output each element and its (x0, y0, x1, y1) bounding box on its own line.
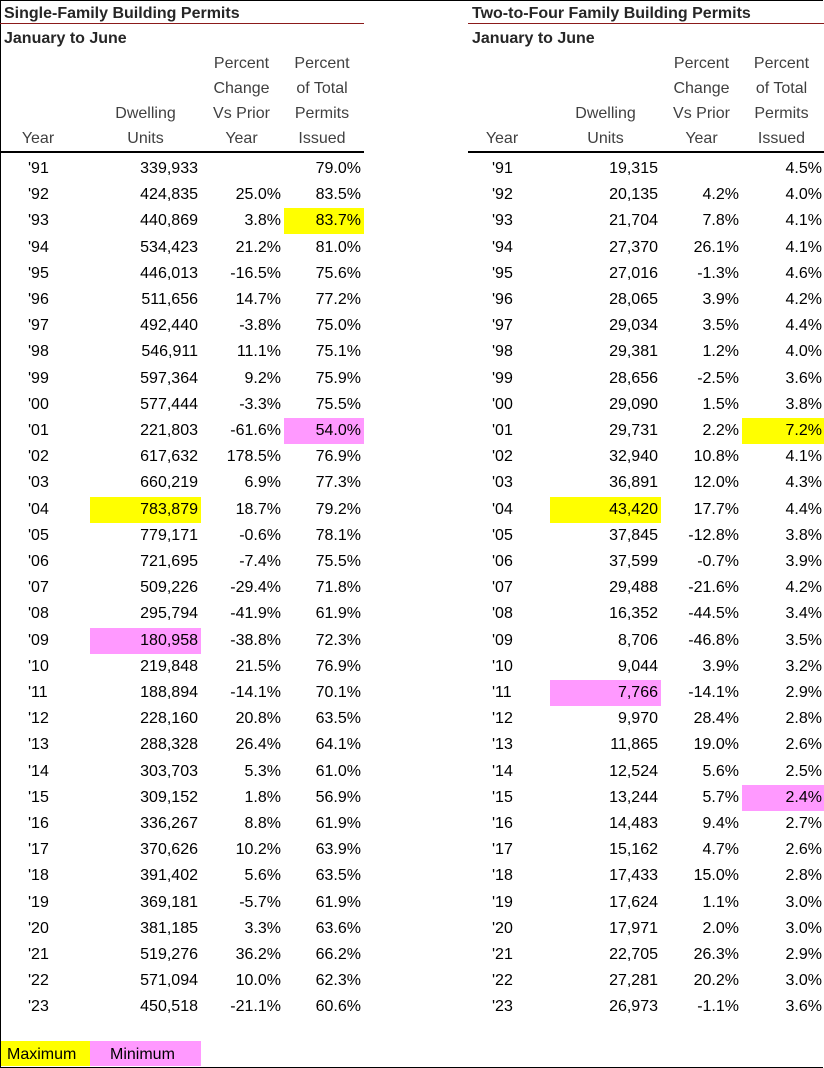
header-percent-of-total: Permits (754, 105, 809, 122)
cell-percent-change: -14.1% (688, 684, 739, 701)
cell-dwelling-units: 450,518 (140, 998, 198, 1016)
cell-percent-of-total: 71.8% (315, 579, 361, 597)
cell-dwelling-units: 424,835 (140, 186, 198, 204)
cell-year: '16 (492, 815, 513, 832)
cell-percent-of-total: 4.1% (785, 212, 822, 230)
cell-dwelling-units: 336,267 (140, 815, 198, 832)
cell-year: '17 (492, 841, 513, 859)
cell-percent-change: 10.2% (235, 841, 281, 859)
cell-percent-of-total: 61.9% (315, 815, 361, 832)
cell-percent-of-total: 4.4% (785, 500, 822, 518)
cell-percent-of-total: 2.5% (785, 762, 822, 780)
cell-percent-change: 15.0% (693, 867, 739, 885)
cell-year: '91 (28, 160, 49, 177)
cell-dwelling-units: 221,803 (140, 422, 198, 439)
cell-percent-of-total: 83.5% (315, 186, 361, 204)
cell-dwelling-units: 19,315 (609, 160, 658, 177)
cell-percent-of-total: 62.3% (315, 972, 361, 990)
cell-year: '20 (492, 919, 513, 937)
cell-percent-of-total: 79.2% (315, 500, 361, 518)
cell-dwelling-units: 28,065 (609, 291, 658, 308)
cell-year: '03 (492, 474, 513, 492)
cell-percent-of-total: 79.0% (315, 160, 361, 177)
cell-dwelling-units: 11,865 (610, 736, 658, 754)
cell-dwelling-units: 492,440 (140, 317, 198, 335)
cell-percent-change: 6.9% (244, 474, 281, 492)
cell-year: '09 (492, 631, 513, 649)
cell-year: '23 (28, 998, 49, 1016)
cell-year: '94 (492, 238, 513, 256)
cell-dwelling-units: 369,181 (140, 893, 198, 911)
header-rule (468, 151, 824, 153)
cell-year: '91 (492, 160, 513, 177)
cell-year: '10 (28, 657, 49, 675)
cell-percent-change: -5.7% (239, 893, 281, 911)
cell-percent-of-total: 3.9% (785, 553, 822, 570)
cell-percent-change: -3.3% (239, 395, 281, 413)
cell-percent-change: 26.4% (235, 736, 281, 754)
cell-percent-change: 21.5% (235, 657, 281, 675)
cell-dwelling-units: 29,381 (609, 343, 658, 361)
cell-dwelling-units: 9,970 (617, 710, 658, 728)
cell-percent-change: -3.8% (239, 317, 281, 335)
header-dwelling-units: Dwelling (575, 105, 636, 122)
cell-percent-of-total: 75.5% (315, 553, 361, 570)
header-percent-of-total: Percent (294, 55, 350, 72)
cell-dwelling-units: 43,420 (550, 497, 661, 523)
cell-percent-of-total: 63.6% (315, 919, 361, 937)
cell-percent-of-total: 56.9% (315, 788, 361, 806)
cell-year: '20 (28, 919, 49, 937)
cell-percent-of-total: 77.2% (315, 291, 361, 308)
cell-percent-of-total: 76.9% (315, 448, 361, 466)
cell-percent-of-total: 2.8% (785, 867, 822, 885)
cell-dwelling-units: 534,423 (140, 238, 198, 256)
cell-percent-change: 2.2% (702, 422, 739, 439)
cell-percent-of-total: 76.9% (315, 657, 361, 675)
cell-year: '09 (28, 631, 49, 649)
cell-percent-change: -16.5% (230, 264, 281, 282)
cell-dwelling-units: 295,794 (140, 605, 198, 623)
cell-percent-change: 3.5% (702, 317, 739, 335)
cell-percent-change: 4.7% (702, 841, 739, 859)
cell-dwelling-units: 303,703 (140, 762, 198, 780)
cell-dwelling-units: 571,094 (140, 972, 198, 990)
cell-dwelling-units: 22,705 (609, 946, 658, 963)
cell-percent-of-total: 75.5% (315, 395, 361, 413)
cell-year: '17 (28, 841, 49, 859)
cell-year: '99 (28, 369, 49, 387)
header-dwelling-units: Dwelling (115, 105, 176, 122)
cell-percent-of-total: 3.6% (785, 369, 822, 387)
cell-percent-change: -7.4% (239, 553, 281, 570)
cell-percent-change: -61.6% (230, 422, 281, 439)
cell-dwelling-units: 29,034 (609, 317, 658, 335)
cell-dwelling-units: 26,973 (609, 998, 658, 1016)
cell-percent-of-total: 61.9% (315, 605, 361, 623)
title-underline (468, 23, 824, 24)
cell-dwelling-units: 17,971 (609, 919, 658, 937)
cell-percent-of-total: 3.0% (785, 893, 822, 911)
cell-year: '98 (492, 343, 513, 361)
cell-percent-of-total: 3.5% (785, 631, 822, 649)
cell-percent-of-total: 3.0% (785, 972, 822, 990)
header-year: Year (21, 130, 55, 147)
cell-dwelling-units: 721,695 (140, 553, 198, 570)
cell-year: '06 (28, 553, 49, 570)
cell-dwelling-units: 17,624 (609, 893, 658, 911)
cell-percent-change: 1.8% (244, 788, 281, 806)
cell-percent-of-total: 72.3% (315, 631, 361, 649)
cell-percent-of-total: 63.5% (315, 710, 361, 728)
cell-dwelling-units: 13,244 (609, 788, 658, 806)
cell-dwelling-units: 21,704 (609, 212, 658, 230)
cell-year: '12 (28, 710, 49, 728)
cell-percent-of-total: 2.8% (785, 710, 822, 728)
cell-percent-change: -2.5% (697, 369, 739, 387)
legend-minimum: Minimum (90, 1041, 201, 1066)
legend-maximum: Maximum (1, 1041, 90, 1066)
cell-dwelling-units: 9,044 (617, 657, 658, 675)
cell-percent-change: 20.2% (693, 972, 739, 990)
header-rule (0, 151, 364, 153)
cell-year: '11 (492, 684, 512, 701)
cell-dwelling-units: 180,958 (90, 628, 201, 654)
cell-year: '03 (28, 474, 49, 492)
cell-percent-of-total: 4.2% (785, 291, 822, 308)
cell-year: '13 (28, 736, 49, 754)
cell-dwelling-units: 37,845 (609, 526, 658, 544)
cell-dwelling-units: 288,328 (140, 736, 198, 754)
cell-year: '15 (492, 788, 513, 806)
cell-dwelling-units: 391,402 (140, 867, 198, 885)
cell-percent-of-total: 2.7% (785, 815, 822, 832)
cell-dwelling-units: 660,219 (140, 474, 198, 492)
cell-year: '97 (28, 317, 49, 335)
cell-percent-change: 1.1% (702, 893, 739, 911)
cell-percent-of-total: 75.0% (315, 317, 361, 335)
cell-percent-of-total: 3.8% (785, 526, 822, 544)
cell-percent-change: 11.1% (236, 343, 281, 361)
cell-percent-of-total: 4.6% (785, 264, 822, 282)
cell-percent-change: -46.8% (688, 631, 739, 649)
cell-dwelling-units: 370,626 (140, 841, 198, 859)
cell-dwelling-units: 16,352 (609, 605, 658, 623)
cell-dwelling-units: 37,599 (609, 553, 658, 570)
header-dwelling-units: Units (127, 130, 164, 147)
cell-dwelling-units: 15,162 (609, 841, 658, 859)
cell-year: '94 (28, 238, 49, 256)
table-title: Two-to-Four Family Building Permits (472, 5, 751, 22)
cell-percent-of-total: 77.3% (315, 474, 361, 492)
cell-percent-change: 19.0% (693, 736, 739, 754)
cell-dwelling-units: 20,135 (609, 186, 658, 204)
cell-dwelling-units: 8,706 (617, 631, 658, 649)
cell-percent-change: -0.6% (239, 526, 281, 544)
cell-year: '14 (492, 762, 513, 780)
cell-percent-change: 3.8% (244, 212, 281, 230)
cell-percent-change: -14.1% (230, 684, 281, 701)
cell-percent-of-total: 66.2% (315, 946, 361, 963)
cell-percent-change: 18.7% (235, 500, 281, 518)
cell-percent-change: -21.6% (688, 579, 739, 597)
table-subtitle: January to June (4, 30, 127, 47)
cell-year: '93 (28, 212, 49, 230)
header-percent-change: Year (225, 130, 258, 147)
cell-percent-of-total: 4.0% (785, 343, 822, 361)
cell-percent-change: 2.0% (702, 919, 739, 937)
cell-percent-change: 9.2% (244, 369, 281, 387)
cell-percent-change: 178.5% (226, 448, 281, 466)
cell-percent-of-total: 70.1% (315, 684, 361, 701)
cell-percent-change: 10.8% (693, 448, 739, 466)
cell-percent-of-total: 3.6% (785, 998, 822, 1016)
cell-year: '95 (492, 264, 513, 282)
cell-percent-change: 8.8% (244, 815, 281, 832)
cell-percent-change (665, 156, 742, 182)
cell-percent-change: 1.5% (702, 395, 739, 413)
cell-percent-of-total: 63.9% (315, 841, 361, 859)
cell-year: '08 (492, 605, 513, 623)
cell-percent-of-total: 75.9% (315, 369, 361, 387)
cell-year: '04 (492, 500, 513, 518)
cell-dwelling-units: 783,879 (90, 497, 201, 523)
cell-percent-change: 5.6% (244, 867, 281, 885)
cell-percent-change: 25.0% (235, 186, 281, 204)
cell-year: '01 (28, 422, 49, 439)
cell-percent-of-total: 2.9% (785, 946, 822, 963)
cell-dwelling-units: 7,766 (550, 680, 661, 706)
cell-percent-of-total: 4.2% (785, 579, 822, 597)
cell-percent-change: 5.6% (702, 762, 739, 780)
header-percent-of-total: Issued (298, 130, 346, 147)
cell-dwelling-units: 28,656 (609, 369, 658, 387)
cell-dwelling-units: 36,891 (609, 474, 658, 492)
cell-year: '08 (28, 605, 49, 623)
cell-year: '07 (492, 579, 513, 597)
cell-percent-change: -44.5% (688, 605, 739, 623)
cell-percent-of-total: 75.1% (315, 343, 361, 361)
cell-year: '18 (28, 867, 49, 885)
cell-percent-change: 28.4% (693, 710, 739, 728)
cell-percent-of-total: 3.4% (785, 605, 822, 623)
cell-year: '21 (492, 946, 513, 963)
cell-percent-change: -1.3% (697, 264, 739, 282)
cell-percent-change: 36.2% (235, 946, 281, 963)
header-percent-of-total: Percent (753, 55, 810, 72)
cell-dwelling-units: 17,433 (609, 867, 658, 885)
header-dwelling-units: Units (587, 130, 624, 147)
cell-percent-change: -29.4% (230, 579, 281, 597)
cell-year: '01 (492, 422, 513, 439)
cell-percent-of-total: 4.5% (785, 160, 822, 177)
cell-percent-change: 26.1% (693, 238, 739, 256)
cell-year: '15 (28, 788, 49, 806)
cell-year: '11 (28, 684, 48, 701)
cell-percent-change: 3.3% (244, 919, 281, 937)
cell-percent-change: 10.0% (235, 972, 281, 990)
cell-dwelling-units: 29,090 (609, 395, 658, 413)
legend (1, 1041, 201, 1066)
cell-dwelling-units: 577,444 (140, 395, 198, 413)
cell-year: '05 (28, 526, 49, 544)
cell-dwelling-units: 27,016 (609, 264, 658, 282)
header-percent-change: Year (685, 130, 718, 147)
header-percent-of-total: Issued (757, 130, 806, 147)
cell-dwelling-units: 29,731 (609, 422, 658, 439)
cell-year: '19 (492, 893, 513, 911)
cell-year: '96 (28, 291, 49, 308)
table-subtitle: January to June (472, 30, 595, 47)
cell-year: '14 (28, 762, 49, 780)
cell-percent-change: -38.8% (230, 631, 281, 649)
cell-year: '16 (28, 815, 49, 832)
cell-percent-of-total: 63.5% (315, 867, 361, 885)
cell-percent-change: 12.0% (693, 474, 739, 492)
cell-year: '12 (492, 710, 513, 728)
cell-dwelling-units: 546,911 (141, 343, 198, 361)
cell-percent-of-total: 2.4% (742, 785, 824, 811)
cell-percent-of-total: 7.2% (742, 418, 824, 444)
cell-year: '96 (492, 291, 513, 308)
cell-dwelling-units: 27,281 (609, 972, 658, 990)
cell-year: '04 (28, 500, 49, 518)
cell-percent-change: 26.3% (693, 946, 739, 963)
cell-year: '22 (28, 972, 49, 990)
cell-year: '97 (492, 317, 513, 335)
cell-dwelling-units: 509,226 (140, 579, 198, 597)
cell-dwelling-units: 440,869 (140, 212, 198, 230)
cell-percent-change: 3.9% (702, 657, 739, 675)
cell-percent-change: 9.4% (702, 815, 739, 832)
cell-dwelling-units: 381,185 (140, 919, 198, 937)
header-percent-change: Percent (213, 55, 270, 72)
cell-dwelling-units: 219,848 (140, 657, 198, 675)
cell-year: '98 (28, 343, 49, 361)
cell-year: '10 (492, 657, 513, 675)
header-year: Year (485, 130, 519, 147)
cell-percent-of-total: 4.1% (785, 238, 822, 256)
cell-year: '07 (28, 579, 49, 597)
header-percent-change: Vs Prior (673, 105, 730, 122)
cell-percent-change: 3.9% (702, 291, 739, 308)
cell-percent-of-total: 4.4% (785, 317, 822, 335)
cell-percent-change: -0.7% (697, 553, 739, 570)
cell-percent-of-total: 2.6% (785, 736, 822, 754)
cell-year: '95 (28, 264, 49, 282)
cell-percent-of-total: 3.8% (785, 395, 822, 413)
cell-percent-of-total: 2.6% (785, 841, 822, 859)
cell-percent-of-total: 3.2% (785, 657, 822, 675)
header-percent-change: Vs Prior (213, 105, 270, 122)
cell-percent-of-total: 4.1% (785, 448, 822, 466)
cell-percent-of-total: 4.0% (785, 186, 822, 204)
cell-year: '13 (492, 736, 513, 754)
cell-year: '92 (492, 186, 513, 204)
cell-percent-change: 5.7% (702, 788, 739, 806)
cell-percent-of-total: 83.7% (284, 208, 364, 234)
header-percent-of-total: of Total (296, 80, 348, 97)
cell-year: '18 (492, 867, 513, 885)
cell-year: '02 (492, 448, 513, 466)
cell-year: '22 (492, 972, 513, 990)
cell-dwelling-units: 228,160 (140, 710, 198, 728)
cell-percent-change: 7.8% (702, 212, 739, 230)
cell-dwelling-units: 519,276 (140, 946, 198, 963)
header-percent-change: Percent (673, 55, 730, 72)
cell-percent-of-total: 75.6% (315, 264, 361, 282)
title-underline (0, 23, 364, 24)
cell-year: '99 (492, 369, 513, 387)
cell-dwelling-units: 32,940 (609, 448, 658, 466)
cell-year: '92 (28, 186, 49, 204)
cell-percent-of-total: 61.0% (315, 762, 361, 780)
cell-dwelling-units: 597,364 (140, 369, 198, 387)
cell-dwelling-units: 12,524 (609, 762, 658, 780)
cell-percent-of-total: 78.1% (315, 526, 361, 544)
cell-year: '93 (492, 212, 513, 230)
cell-dwelling-units: 27,370 (609, 238, 658, 256)
cell-percent-change: 17.7% (693, 500, 739, 518)
cell-dwelling-units: 14,483 (609, 815, 658, 832)
cell-dwelling-units: 617,632 (140, 448, 198, 466)
cell-year: '05 (492, 526, 513, 544)
cell-year: '00 (492, 395, 513, 413)
cell-year: '23 (492, 998, 513, 1016)
cell-year: '21 (28, 946, 49, 963)
cell-percent-change: 4.2% (702, 186, 739, 204)
table-title: Single-Family Building Permits (4, 5, 240, 22)
cell-percent-change: 5.3% (244, 762, 281, 780)
cell-percent-change: -1.1% (697, 998, 739, 1016)
cell-percent-of-total: 2.9% (785, 684, 822, 701)
cell-percent-change: -21.1% (230, 998, 281, 1016)
cell-percent-of-total: 61.9% (315, 893, 361, 911)
cell-dwelling-units: 29,488 (609, 579, 658, 597)
cell-dwelling-units: 779,171 (140, 526, 198, 544)
cell-dwelling-units: 188,894 (140, 684, 198, 701)
cell-percent-change: 1.2% (702, 343, 739, 361)
header-percent-of-total: of Total (755, 80, 808, 97)
cell-percent-of-total: 64.1% (315, 736, 361, 754)
header-percent-change: Change (673, 80, 730, 97)
cell-percent-of-total: 54.0% (284, 418, 364, 444)
cell-percent-change: 21.2% (235, 238, 281, 256)
cell-year: '06 (492, 553, 513, 570)
header-percent-of-total: Permits (294, 105, 350, 122)
cell-year: '02 (28, 448, 49, 466)
cell-percent-of-total: 60.6% (315, 998, 361, 1016)
cell-percent-of-total: 3.0% (785, 919, 822, 937)
cell-dwelling-units: 339,933 (140, 160, 198, 177)
cell-percent-change (203, 156, 284, 182)
cell-year: '00 (28, 395, 49, 413)
cell-dwelling-units: 309,152 (140, 788, 198, 806)
header-percent-change: Change (213, 80, 270, 97)
cell-percent-change: -12.8% (688, 526, 739, 544)
cell-percent-change: 14.7% (235, 291, 281, 308)
cell-percent-change: 20.8% (235, 710, 281, 728)
cell-dwelling-units: 446,013 (140, 264, 198, 282)
cell-year: '19 (28, 893, 49, 911)
cell-percent-of-total: 81.0% (315, 238, 361, 256)
cell-percent-change: -41.9% (230, 605, 281, 623)
cell-percent-of-total: 4.3% (785, 474, 822, 492)
cell-dwelling-units: 511,656 (141, 291, 198, 308)
